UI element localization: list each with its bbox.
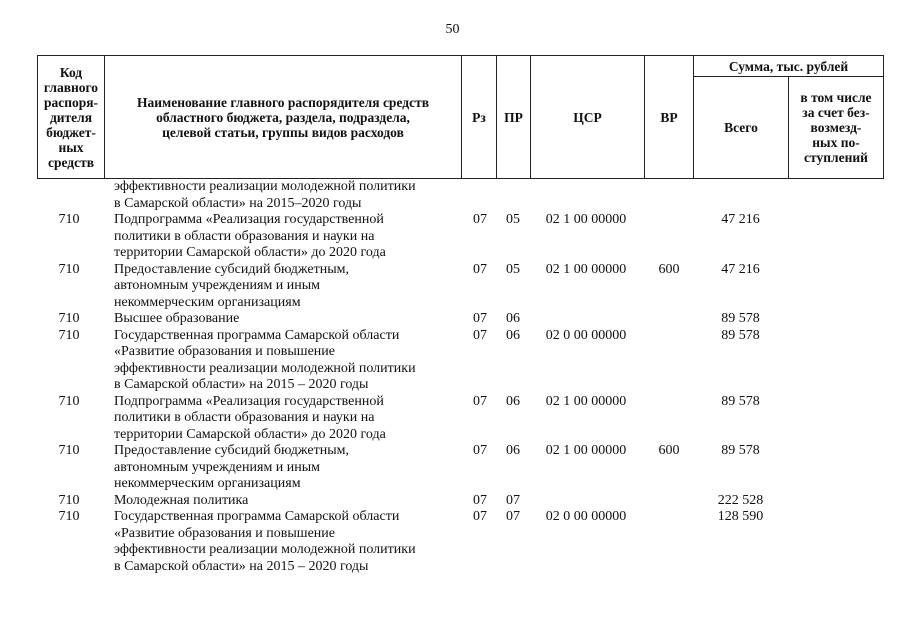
row-name-line: в Самарской области» на 2015 – 2020 годы [114, 558, 369, 574]
row-code: 710 [58, 327, 80, 343]
row-code: 710 [58, 261, 80, 277]
row-pr: 06 [506, 327, 520, 343]
row-name-line: политики в области образования и науки на [114, 410, 375, 425]
header-code-line: главного [43, 79, 99, 95]
row-code: 710 [58, 443, 80, 458]
header-incl-cell [788, 76, 884, 179]
row-total: 89 578 [721, 327, 760, 343]
row-total: 128 590 [717, 509, 764, 524]
header-code-line: бюджет- [46, 124, 96, 140]
row-csr: 02 1 00 00000 [545, 212, 627, 227]
row-csr: 02 0 00 00000 [545, 509, 627, 524]
page-number: 50 [445, 22, 460, 37]
row-name-line: Высшее образование [114, 311, 240, 326]
row-rz: 07 [473, 443, 487, 458]
row-name-line: территории Самарской области» до 2020 года [114, 426, 386, 442]
row-name-line: Подпрограмма «Реализация государственной [114, 393, 384, 409]
row-pr: 07 [506, 492, 520, 508]
row-pr: 06 [506, 443, 520, 458]
row-code: 710 [58, 212, 80, 227]
row-name-line: эффективности реализации молодежной политики [114, 179, 416, 194]
header-code-line: дителя [49, 109, 93, 125]
row-total: 47 216 [721, 212, 760, 227]
header-name-line: областного бюджета, раздела, подраздела, [156, 109, 410, 125]
header-code-line: средств [47, 154, 95, 170]
row-name-line: Государственная программа Самарской области [114, 509, 400, 524]
row-rz: 07 [473, 212, 487, 227]
row-name [114, 443, 464, 493]
row-name-line: «Развитие образования и повышение [114, 344, 335, 359]
header-sum-title-cell: Сумма, тыс. рублей [693, 55, 884, 77]
header-code-line: распоря- [43, 94, 99, 110]
header-total-cell: Всего [693, 76, 789, 179]
header-name-cell [104, 55, 462, 179]
header-incl-line: возмезд- [810, 120, 862, 135]
row-name [114, 493, 464, 510]
row-name-line: Предоставление субсидий бюджетным, [114, 261, 350, 277]
row-pr: 06 [506, 311, 520, 326]
row-name [114, 179, 464, 212]
row-code: 710 [58, 509, 80, 524]
header-name-line: целевой статьи, группы видов расходов [162, 124, 404, 140]
row-pr: 06 [506, 393, 520, 409]
row-pr: 07 [506, 509, 520, 524]
header-code-line: Код [59, 64, 83, 80]
row-name [114, 509, 464, 575]
header-incl-line: ступлений [804, 150, 868, 165]
header-incl-line: за счет без- [802, 105, 870, 120]
row-total: 222 528 [717, 492, 764, 508]
row-name-line: Государственная программа Самарской области [114, 327, 400, 343]
row-rz: 07 [473, 327, 487, 343]
row-name-line: некоммерческим организациям [114, 294, 301, 310]
row-name-line: автономным учреждениям и иным [114, 459, 321, 475]
row-name-line: территории Самарской области» до 2020 года [114, 245, 386, 260]
row-name-line: Молодежная политика [114, 492, 249, 508]
row-code: 710 [58, 311, 80, 326]
row-csr: 02 1 00 00000 [545, 393, 627, 409]
row-csr: 02 1 00 00000 [545, 443, 627, 458]
header-incl-line: в том числе [800, 90, 872, 105]
row-name-line: Подпрограмма «Реализация государственной [114, 212, 384, 227]
row-code: 710 [58, 492, 80, 508]
row-name [114, 328, 464, 394]
header-pr-cell: ПР [496, 55, 531, 179]
row-name-line: «Развитие образования и повышение [114, 525, 335, 541]
header-rz-cell: Рз [461, 55, 497, 179]
row-name-line: в Самарской области» на 2015–2020 годы [114, 195, 362, 211]
row-name-line: Предоставление субсидий бюджетным, [114, 443, 350, 458]
header-code-text [44, 65, 98, 170]
row-pr: 05 [506, 261, 520, 277]
row-name-line: эффективности реализации молодежной политики [114, 360, 416, 376]
row-total: 89 578 [721, 393, 760, 409]
row-name [114, 212, 464, 262]
row-name [114, 262, 464, 312]
row-rz: 07 [473, 311, 487, 326]
row-csr: 02 1 00 00000 [545, 261, 627, 277]
row-rz: 07 [473, 393, 487, 409]
header-vr-cell: ВР [644, 55, 694, 179]
row-code: 710 [58, 393, 80, 409]
row-rz: 07 [473, 492, 487, 508]
row-name [114, 311, 464, 328]
header-name-line: Наименование главного распорядителя средств [136, 94, 429, 110]
row-rz: 07 [473, 261, 487, 277]
row-pr: 05 [506, 212, 520, 227]
row-name-line: политики в области образования и науки на [114, 228, 375, 244]
row-vr: 600 [658, 261, 680, 277]
header-incl-line: ных по- [812, 135, 860, 150]
header-code-line: ных [58, 139, 84, 155]
row-name-line: эффективности реализации молодежной политики [114, 542, 416, 557]
row-rz: 07 [473, 509, 487, 524]
row-name-line: в Самарской области» на 2015 – 2020 годы [114, 377, 369, 392]
header-code-cell [37, 55, 105, 179]
header-csr-cell: ЦСР [530, 55, 645, 179]
row-name [114, 394, 464, 444]
row-csr: 02 0 00 00000 [545, 327, 627, 343]
row-name-line: автономным учреждениям и иным [114, 278, 321, 293]
row-vr: 600 [658, 443, 680, 458]
row-total: 89 578 [721, 311, 760, 326]
row-total: 89 578 [721, 443, 760, 458]
row-total: 47 216 [721, 261, 760, 277]
row-name-line: некоммерческим организациям [114, 476, 301, 491]
